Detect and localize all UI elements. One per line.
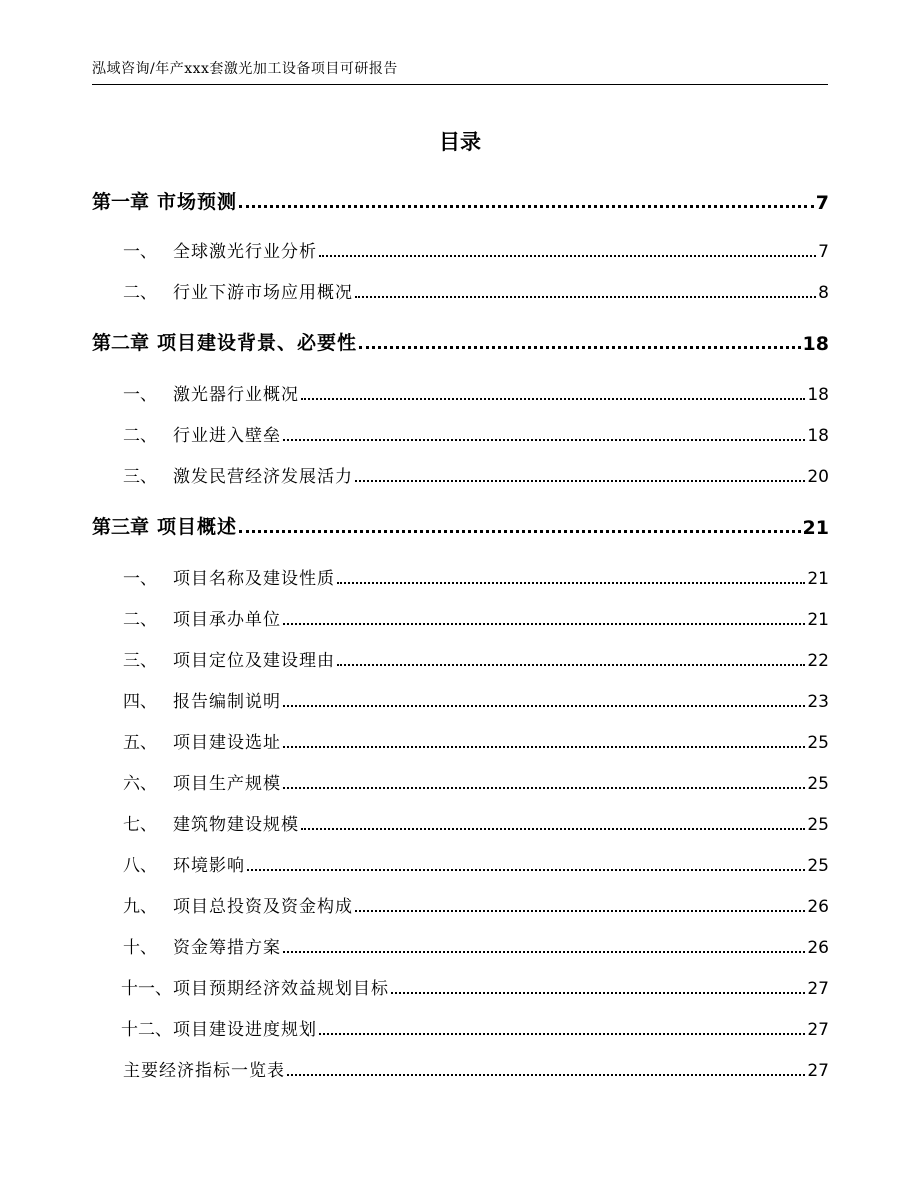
toc-section-entry[interactable] xyxy=(92,418,829,446)
toc-entry-number: 七、 xyxy=(123,815,157,835)
toc-entry-number: 五、 xyxy=(123,733,157,753)
toc-entry-number: 三、 xyxy=(123,467,157,487)
toc-section-entry[interactable] xyxy=(92,234,829,262)
toc-section-entry[interactable] xyxy=(92,848,829,876)
toc-entry-page: 27 xyxy=(807,1061,829,1081)
toc-section-entry[interactable] xyxy=(92,643,829,671)
toc-entry-page: 8 xyxy=(818,283,829,303)
toc-entry-label: 资金筹措方案 xyxy=(173,938,281,958)
toc-section-entry[interactable] xyxy=(92,766,829,794)
toc-entry-label: 项目定位及建设理由 xyxy=(173,651,335,671)
toc-entry-label: 环境影响 xyxy=(173,856,245,876)
toc-entry-label: 项目建设选址 xyxy=(173,733,281,753)
toc-dot-leader xyxy=(337,664,805,666)
toc-entry-page: 26 xyxy=(807,897,829,917)
toc-dot-leader xyxy=(283,439,805,441)
toc-entry-number: 四、 xyxy=(123,692,157,712)
toc-entry-page: 22 xyxy=(807,651,829,671)
toc-dot-leader xyxy=(355,296,816,298)
toc-entry-page: 21 xyxy=(807,610,829,630)
toc-section-entry[interactable] xyxy=(92,1012,829,1040)
toc-dot-leader xyxy=(239,205,814,208)
toc-entry-label: 报告编制说明 xyxy=(173,692,281,712)
toc-dot-leader xyxy=(391,992,805,994)
toc-entry-page: 18 xyxy=(802,333,829,355)
toc-entry-label: 项目承办单位 xyxy=(173,610,281,630)
toc-entry-label: 市场预测 xyxy=(157,191,238,213)
toc-entry-label: 主要经济指标一览表 xyxy=(123,1061,285,1081)
toc-section-entry[interactable] xyxy=(92,971,829,999)
toc-entry-number: 九、 xyxy=(123,897,157,917)
toc-entry-number: 三、 xyxy=(123,651,157,671)
toc-dot-leader xyxy=(283,705,805,707)
toc-entry-page: 26 xyxy=(807,938,829,958)
toc-dot-leader xyxy=(283,951,805,953)
toc-entry-page: 21 xyxy=(807,569,829,589)
toc-dot-leader xyxy=(359,346,801,349)
toc-entry-page: 27 xyxy=(807,1020,829,1040)
toc-dot-leader xyxy=(247,869,805,871)
toc-entry-page: 27 xyxy=(807,979,829,999)
toc-entry-number: 二、 xyxy=(123,426,157,446)
toc-entry-label: 激光器行业概况 xyxy=(173,385,299,405)
toc-entry-label: 项目概述 xyxy=(157,516,238,538)
toc-entry-page: 21 xyxy=(802,517,829,539)
toc-entry-label: 激发民营经济发展活力 xyxy=(173,467,353,487)
toc-dot-leader xyxy=(287,1074,805,1076)
toc-entry-page: 7 xyxy=(818,242,829,262)
toc-chapter-entry[interactable] xyxy=(92,511,829,539)
toc-entry-number: 十二、 xyxy=(121,1020,172,1040)
toc-entry-number: 一、 xyxy=(123,242,157,262)
toc-section-entry[interactable] xyxy=(92,684,829,712)
toc-entry-page: 25 xyxy=(807,815,829,835)
toc-section-entry[interactable] xyxy=(92,602,829,630)
toc-entry-label: 行业进入壁垒 xyxy=(173,426,281,446)
toc-entry-number: 第一章 xyxy=(92,191,150,213)
toc-dot-leader xyxy=(301,398,805,400)
toc-entry-number: 十、 xyxy=(123,938,157,958)
toc-dot-leader xyxy=(283,623,805,625)
toc-entry-page: 18 xyxy=(807,426,829,446)
toc-title: 目录 xyxy=(439,130,481,154)
toc-entry-label: 项目建设背景、必要性 xyxy=(157,332,358,354)
toc-section-entry[interactable] xyxy=(92,1053,829,1081)
toc-entry-label: 项目总投资及资金构成 xyxy=(173,897,353,917)
toc-section-entry[interactable] xyxy=(92,459,829,487)
toc-entry-number: 第二章 xyxy=(92,332,150,354)
toc-entry-number: 二、 xyxy=(123,610,157,630)
toc-entry-page: 20 xyxy=(807,467,829,487)
toc-dot-leader xyxy=(283,746,805,748)
toc-entry-number: 十一、 xyxy=(121,979,172,999)
toc-dot-leader xyxy=(239,530,801,533)
toc-entry-label: 项目预期经济效益规划目标 xyxy=(173,979,389,999)
toc-entry-page: 25 xyxy=(807,856,829,876)
toc-section-entry[interactable] xyxy=(92,807,829,835)
toc-dot-leader xyxy=(355,480,805,482)
toc-entry-number: 六、 xyxy=(123,774,157,794)
toc-entry-page: 25 xyxy=(807,774,829,794)
toc-dot-leader xyxy=(301,828,805,830)
toc-entry-label: 全球激光行业分析 xyxy=(173,242,317,262)
toc-entry-page: 18 xyxy=(807,385,829,405)
toc-entry-number: 八、 xyxy=(123,856,157,876)
toc-dot-leader xyxy=(283,787,805,789)
toc-entry-page: 7 xyxy=(815,192,829,214)
toc-dot-leader xyxy=(319,255,816,257)
toc-entry-label: 行业下游市场应用概况 xyxy=(173,283,353,303)
toc-dot-leader xyxy=(319,1033,805,1035)
toc-entry-number: 一、 xyxy=(123,385,157,405)
toc-entry-number: 一、 xyxy=(123,569,157,589)
toc-section-entry[interactable] xyxy=(92,275,829,303)
toc-entry-label: 项目生产规模 xyxy=(173,774,281,794)
toc-entry-label: 建筑物建设规模 xyxy=(173,815,299,835)
toc-chapter-entry[interactable] xyxy=(92,327,829,355)
toc-dot-leader xyxy=(355,910,805,912)
toc-section-entry[interactable] xyxy=(92,725,829,753)
toc-dot-leader xyxy=(337,582,805,584)
toc-section-entry[interactable] xyxy=(92,561,829,589)
toc-chapter-entry[interactable] xyxy=(92,186,829,214)
toc-entry-label: 项目名称及建设性质 xyxy=(173,569,335,589)
toc-entry-page: 25 xyxy=(807,733,829,753)
toc-section-entry[interactable] xyxy=(92,930,829,958)
toc-entry-number: 二、 xyxy=(123,283,157,303)
toc-entry-page: 23 xyxy=(807,692,829,712)
toc-entry-label: 项目建设进度规划 xyxy=(173,1020,317,1040)
toc-entry-number: 第三章 xyxy=(92,516,150,538)
toc-section-entry[interactable] xyxy=(92,889,829,917)
toc-section-entry[interactable] xyxy=(92,377,829,405)
page-header: 泓域咨询/年产xxx套激光加工设备项目可研报告 xyxy=(92,58,828,85)
